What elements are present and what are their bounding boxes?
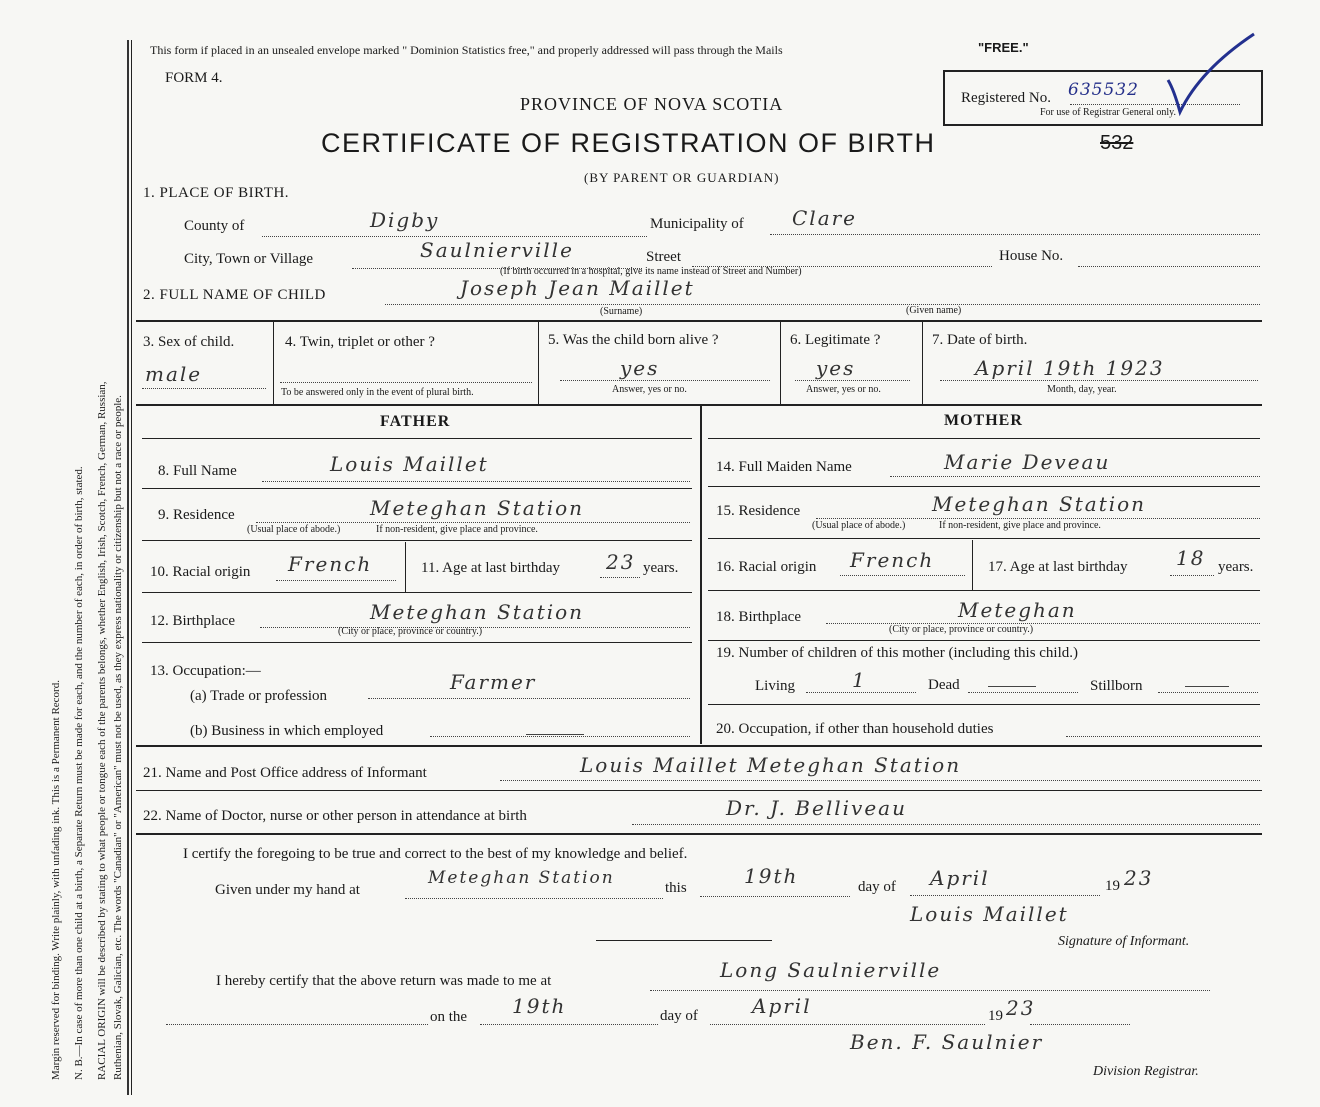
twin-note: To be answered only in the event of plural birth. [281,387,474,398]
given-under-label: Given under my hand at [215,882,360,898]
divider-short [596,940,772,941]
rule-top-boxes [136,320,1262,322]
divider [142,642,692,643]
dead-dash [988,686,1036,687]
mother-nonresident-note: If non-resident, give place and province. [939,520,1101,531]
given-day-value: 19th [744,864,799,888]
father-heading: FATHER [380,413,451,430]
margin-plural-birth-note: N. B.—In case of more than one child at a birth, a Separate Return must be made for each, and the number of each, in order of birth, stated. [73,466,85,1080]
father-years-label: years. [643,560,679,576]
father-trade-label: (a) Trade or profession [190,688,328,704]
mother-heading: MOTHER [944,412,1023,429]
rule-certification-top [136,833,1262,835]
father-age-value: 23 [606,550,636,574]
divider [142,592,692,593]
father-racial-value: French [288,552,373,576]
division-registrar-label: Division Registrar. [1093,1064,1199,1079]
mother-children-label: 19. Number of children of this mother (including this child.) [716,645,1079,661]
twin-label: 4. Twin, triplet or other ? [285,334,435,350]
mother-name-value: Marie Deveau [944,450,1111,474]
divider [273,322,274,404]
informant-label: 21. Name and Post Office address of Informant [143,765,427,781]
dead-line [968,692,1078,693]
mother-residence-line [816,518,1260,519]
informant-line [500,780,1260,781]
given-place-line [405,898,663,899]
mother-occupation-line [1066,736,1260,737]
return-statement: I hereby certify that the above return was made to me at [216,973,552,989]
struck-number: 532 [1100,132,1134,154]
father-residence-line [256,522,690,523]
divider [142,488,692,489]
mother-birthplace-label: 18. Birthplace [716,609,801,625]
twin-line [280,382,532,383]
return-year-value: 23 [1006,996,1036,1020]
return-place-line [650,990,1210,991]
father-birthplace-note: (City or place, province or country.) [338,626,483,637]
registered-number: 635532 [1068,80,1139,100]
dob-line [940,380,1258,381]
mother-abode-note: (Usual place of abode.) [812,520,906,531]
certificate-subtitle: (BY PARENT OR GUARDIAN) [584,170,780,185]
divider [142,540,692,541]
return-day-line [480,1024,658,1025]
sex-value: male [145,362,203,386]
doctor-label: 22. Name of Doctor, nurse or other person in attendance at birth [143,808,527,824]
given-name-note: (Given name) [906,305,962,316]
given-day-line [700,896,850,897]
divider [708,538,1260,539]
margin-racial-origin-note: RACIAL ORIGIN will be described by stating to what people or tongue each of the parents belongs, whether English, Irish, Scotch, French, German, Russian, [96,381,108,1080]
divider [538,322,539,404]
divider [708,640,1260,641]
certificate-title: CERTIFICATE OF REGISTRATION OF BIRTH [321,128,936,158]
return-day-of-label: day of [660,1008,698,1024]
municipality-value: Clare [792,206,858,230]
divider [142,438,692,439]
divider [708,486,1260,487]
margin-rule-inner [131,40,132,1095]
doctor-line [632,824,1260,825]
stillborn-label: Stillborn [1090,678,1143,694]
mother-residence-value: Meteghan Station [932,492,1147,516]
mother-racial-label: 16. Racial origin [716,559,817,575]
province-heading: PROVINCE OF NOVA SCOTIA [520,94,784,114]
dob-label: 7. Date of birth. [932,332,1028,348]
father-trade-line [368,698,690,699]
return-year-prefix: 19 [988,1008,1003,1024]
divider [708,704,1260,705]
alive-label: 5. Was the child born alive ? [548,332,719,348]
stillborn-line [1158,692,1258,693]
legitimate-value: yes [816,356,856,380]
divider [922,322,923,404]
registrar-signature: Ben. F. Saulnier [850,1030,1044,1054]
hospital-note: (If birth occurred in a hospital, give its name instead of Street and Number) [500,266,802,277]
father-nonresident-note: If non-resident, give place and province. [376,524,538,535]
municipality-line [770,234,1260,235]
municipality-label: Municipality of [650,216,744,232]
mother-occupation-label: 20. Occupation, if other than household duties [716,721,994,737]
mail-notice: This form if placed in an unsealed envelope marked " Dominion Statistics free," and properly addressed will pass through the Mails [150,43,783,57]
living-value: 1 [852,668,867,692]
father-trade-value: Farmer [450,670,537,694]
father-birthplace-label: 12. Birthplace [150,613,235,629]
certify-statement: I certify the foregoing to be true and correct to the best of my knowledge and belief. [183,846,688,862]
given-month-value: April [930,866,990,890]
form-number: FORM 4. [165,70,223,86]
child-name-label: 2. FULL NAME OF CHILD [143,287,326,303]
street-label: Street [646,249,681,265]
mother-birthplace-value: Meteghan [958,598,1077,622]
house-number-label: House No. [999,248,1064,264]
father-name-line [262,481,690,482]
return-year-line [1030,1024,1130,1025]
dob-value: April 19th 1923 [975,356,1165,380]
mother-age-value: 18 [1176,546,1206,570]
living-label: Living [755,678,795,694]
father-abode-note: (Usual place of abode.) [247,524,341,535]
given-year-value: 23 [1124,866,1154,890]
mother-age-line [1170,575,1214,576]
on-the-label: on the [430,1009,468,1025]
father-business-label: (b) Business in which employed [190,723,384,739]
signature-of-informant-label: Signature of Informant. [1058,934,1190,949]
county-label: County of [184,218,245,234]
margin-racial-origin-note-2: Ruthenian, Slovak, Galician, etc. The words "Canadian" or "American" must not be used, as they express nationality or citizenship but not a race or people. [112,395,124,1080]
divider [136,790,1262,791]
county-value: Digby [370,208,440,232]
father-racial-label: 10. Racial origin [150,564,251,580]
dob-note: Month, day, year. [1047,384,1117,395]
surname-note: (Surname) [600,306,643,317]
mother-racial-line [840,575,965,576]
margin-rule [127,40,129,1095]
year-prefix: 19 [1105,878,1120,894]
mother-name-label: 14. Full Maiden Name [716,459,852,475]
informant-value: Louis Maillet Meteghan Station [580,753,962,777]
divider [708,438,1260,439]
city-label: City, Town or Village [184,251,314,267]
father-residence-value: Meteghan Station [370,496,585,520]
mail-free: "FREE." [978,40,1029,55]
father-residence-label: 9. Residence [158,507,235,523]
return-month-value: April [752,994,812,1018]
checkmark-icon [1160,30,1260,120]
informant-signature: Louis Maillet [910,902,1069,926]
father-business-line [430,736,690,737]
divider [405,542,406,592]
day-of-label: day of [858,879,896,895]
mother-years-label: years. [1218,559,1254,575]
city-value: Saulnierville [420,238,574,262]
father-business-dash [526,734,584,735]
county-line [262,236,647,237]
father-name-value: Louis Maillet [330,452,489,476]
legitimate-line [795,380,910,381]
legitimate-note: Answer, yes or no. [806,384,881,395]
rule-parents-bottom [136,745,1262,747]
stillborn-dash [1185,686,1229,687]
divider [972,540,973,590]
house-number-line [1078,266,1260,267]
return-place-value: Long Saulnierville [720,958,942,982]
father-name-label: 8. Full Name [158,463,237,479]
mother-name-line [890,476,1260,477]
dead-label: Dead [928,677,960,693]
parents-center-rule [700,406,702,744]
father-racial-line [276,580,396,581]
living-line [806,692,916,693]
alive-line [560,380,770,381]
return-month-line [710,1024,985,1025]
given-month-line [910,895,1100,896]
return-lead-line [166,1024,428,1025]
given-place-value: Meteghan Station [428,868,615,888]
alive-value: yes [620,356,660,380]
mother-racial-value: French [850,548,935,572]
return-day-value: 19th [512,994,567,1018]
child-name-line [385,304,1260,305]
mother-residence-label: 15. Residence [716,503,801,519]
divider [708,590,1260,591]
mother-birthplace-note: (City or place, province or country.) [889,624,1034,635]
registered-note: For use of Registrar General only. [1040,107,1176,118]
divider [780,322,781,404]
alive-note: Answer, yes or no. [612,384,687,395]
doctor-value: Dr. J. Belliveau [726,796,907,820]
father-age-line [600,577,640,578]
child-name-value: Joseph Jean Maillet [460,276,695,300]
legitimate-label: 6. Legitimate ? [790,332,881,348]
mother-age-label: 17. Age at last birthday [988,559,1128,575]
father-occupation-label: 13. Occupation:— [150,663,261,679]
this-label: this [665,880,687,896]
father-birthplace-value: Meteghan Station [370,600,585,624]
margin-binding-note: Margin reserved for binding. Write plainly, with unfading ink. This is a Permanent Record. [50,680,62,1080]
rule-parents-top [136,404,1262,406]
sex-line [142,388,266,389]
sex-label: 3. Sex of child. [143,334,235,350]
father-age-label: 11. Age at last birthday [421,560,560,576]
place-of-birth-heading: 1. PLACE OF BIRTH. [143,185,290,201]
registered-label: Registered No. [961,90,1051,106]
